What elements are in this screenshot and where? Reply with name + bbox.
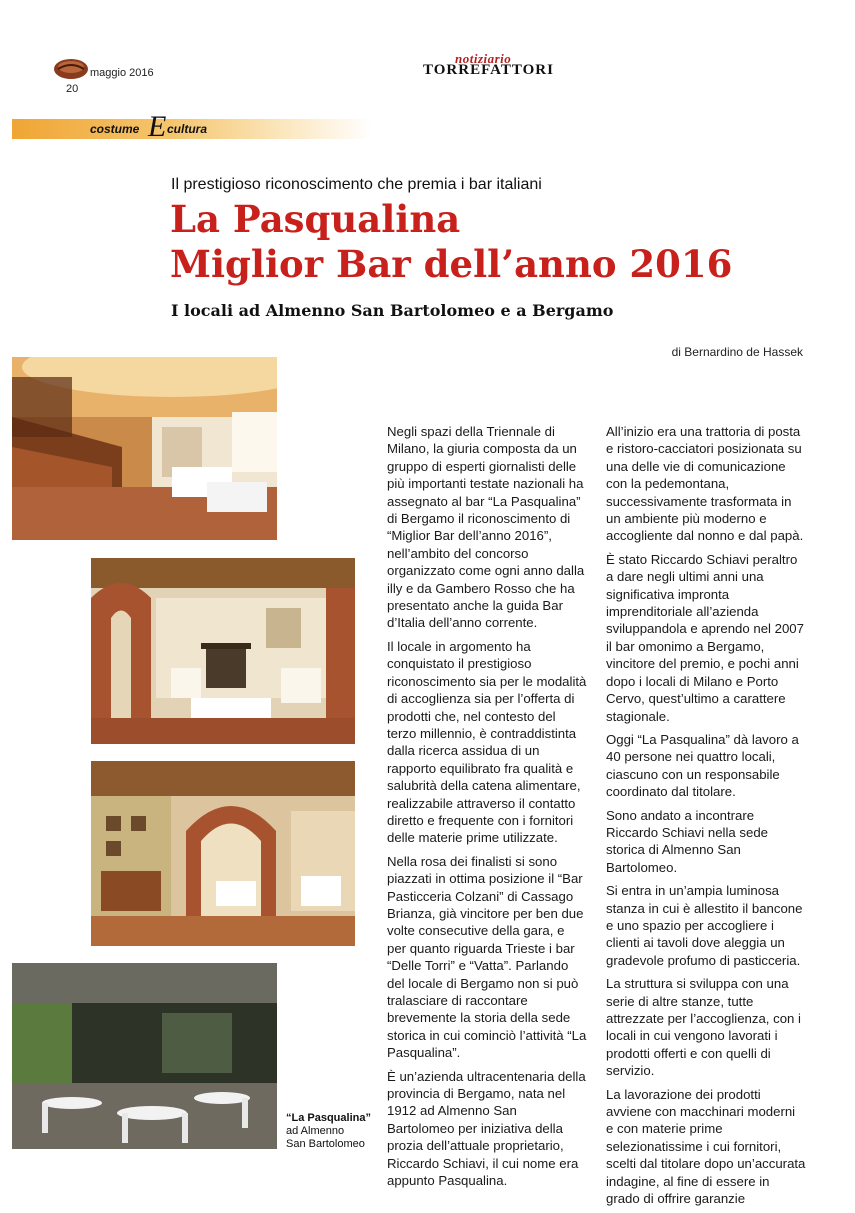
byline: [672, 345, 803, 359]
article-kicker: Il prestigioso riconoscimento che premia i bar italiani: [171, 176, 542, 193]
photo-fireplace-room: [91, 558, 355, 744]
photo-outdoor-veranda: [12, 963, 277, 1149]
caption-name: “La Pasqualina”: [286, 1112, 371, 1124]
article-column-2: [606, 423, 806, 1213]
page-number: 20: [66, 83, 79, 95]
paragraph: Sono andato a incontrare Riccardo Schiavi nella sede storica di Almenno San Bartolomeo.: [606, 807, 768, 875]
section-connector: E: [148, 110, 167, 143]
title-line-2: Miglior Bar dell’anno 2016: [170, 242, 733, 286]
article-subtitle: I locali ad Almenno San Bartolomeo e a Bergamo: [171, 301, 614, 320]
paragraph: Oggi “La Pasqualina” dà lavoro a 40 persone nei quattro locali, ciascuno con un responsabile coordinato dal titolare.: [606, 731, 799, 800]
photo-caption: [286, 1112, 376, 1151]
caption-line-2: ad Almenno: [286, 1125, 345, 1137]
paragraph: Il locale in argomento ha conquistato il prestigioso riconoscimento sia per le modalità di accoglienza sia per l’offerta di prodotti che, nel contesto del terzo millennio, è contraddistinta dalla ricerca assidua di un rapporto equilibrato fra qualità e salubrità della catena alimentare, realizzabile attraverso il contatto diretto e frequente con i fornitori delle materie prime utilizzate.: [387, 638, 587, 846]
masthead-top: notiziario: [455, 51, 512, 66]
masthead-title: TORREFATTORI: [423, 62, 554, 78]
section-label-left: costume: [90, 122, 140, 136]
paragraph: È un’azienda ultracentenaria della provincia di Bergamo, nata nel 1912 ad Almenno San Bartolomeo per iniziativa della prozia dell’attuale proprietario, Riccardo Schiavi, il cui nome era appunto Pasqualina.: [387, 1068, 586, 1189]
caption-line-3: San Bartolomeo: [286, 1138, 365, 1150]
article-column-1: [387, 423, 587, 1195]
paragraph: Negli spazi della Triennale di Milano, la giuria composta da un gruppo di esperti giornalisti delle più importanti testate nazionali ha assegnato al bar “La Pasqualina” di Bergamo il riconoscimento di “Miglior Bar dell’anno 2016”, nell’ambito del concorso organizzato come ogni anno dalla illy e da Gambero Rosso che ha presentato anche la guida Bar d’Italia dell’anno corrente.: [387, 424, 585, 631]
section-label-right: cultura: [167, 122, 208, 136]
paragraph: La lavorazione dei prodotti avviene con macchinari moderni e con materie prime selezionatissime i cui fornitori, scelti dal titolare dopo un’accurata indagine, al fine di essere in grado di offrire garanzie: [606, 1086, 806, 1207]
paragraph: La struttura si sviluppa con una serie di altre stanze, tutte attrezzate per l’accoglienza, con i locali in cui vengono lavorati i prodotti offerti e con quelli di servizio.: [606, 976, 801, 1079]
photo-bar-counter: [12, 357, 277, 540]
paragraph: È stato Riccardo Schiavi peraltro a dare negli ultimi anni una significativa impronta imprenditoriale all’azienda sviluppandola e aprendo nel 2007 il bar omonimo a Bergamo, vincitore del premio, e pochi anni dopo i locali di Milano e Porto Cervo, quest’ultimo a carattere stagionale.: [606, 551, 804, 724]
byline-author: Bernardino de Hassek: [684, 345, 803, 359]
paragraph: Nella rosa dei finalisti si sono piazzati in ottima posizione il “Bar Pasticceria Colzani” di Cassago Brianza, già vincitore per ben due volte consecutive della gara, e per quanto riguarda Trieste i bar “Delle Torri” e “Vatta”. Parlando del locale di Bergamo non si può tralasciare di raccontare brevemente la storia della sede storica in cui cominciò l’attività “La Pasqualina”.: [387, 853, 587, 1061]
photo-brick-arch-room: [91, 761, 355, 946]
article-title: [170, 197, 732, 287]
title-line-1: La Pasqualina: [170, 197, 461, 241]
paragraph: Si entra in un’ampia luminosa stanza in cui è allestito il bancone e uno spazio per accogliere i clienti ai tavoli dove aleggia un gradevole profumo di pasticceria.: [606, 883, 803, 968]
coffee-bean-logo-icon: [53, 57, 89, 81]
issue-date: maggio 2016: [90, 67, 154, 79]
byline-prefix: di: [671, 345, 681, 359]
paragraph: All’inizio era una trattoria di posta e ristoro-cacciatori posizionata su una delle vie di comunicazione con la pedemontana, successivamente trasformata in un ambiente più moderno e accogliente dal nonno e dal papà.: [606, 424, 804, 544]
